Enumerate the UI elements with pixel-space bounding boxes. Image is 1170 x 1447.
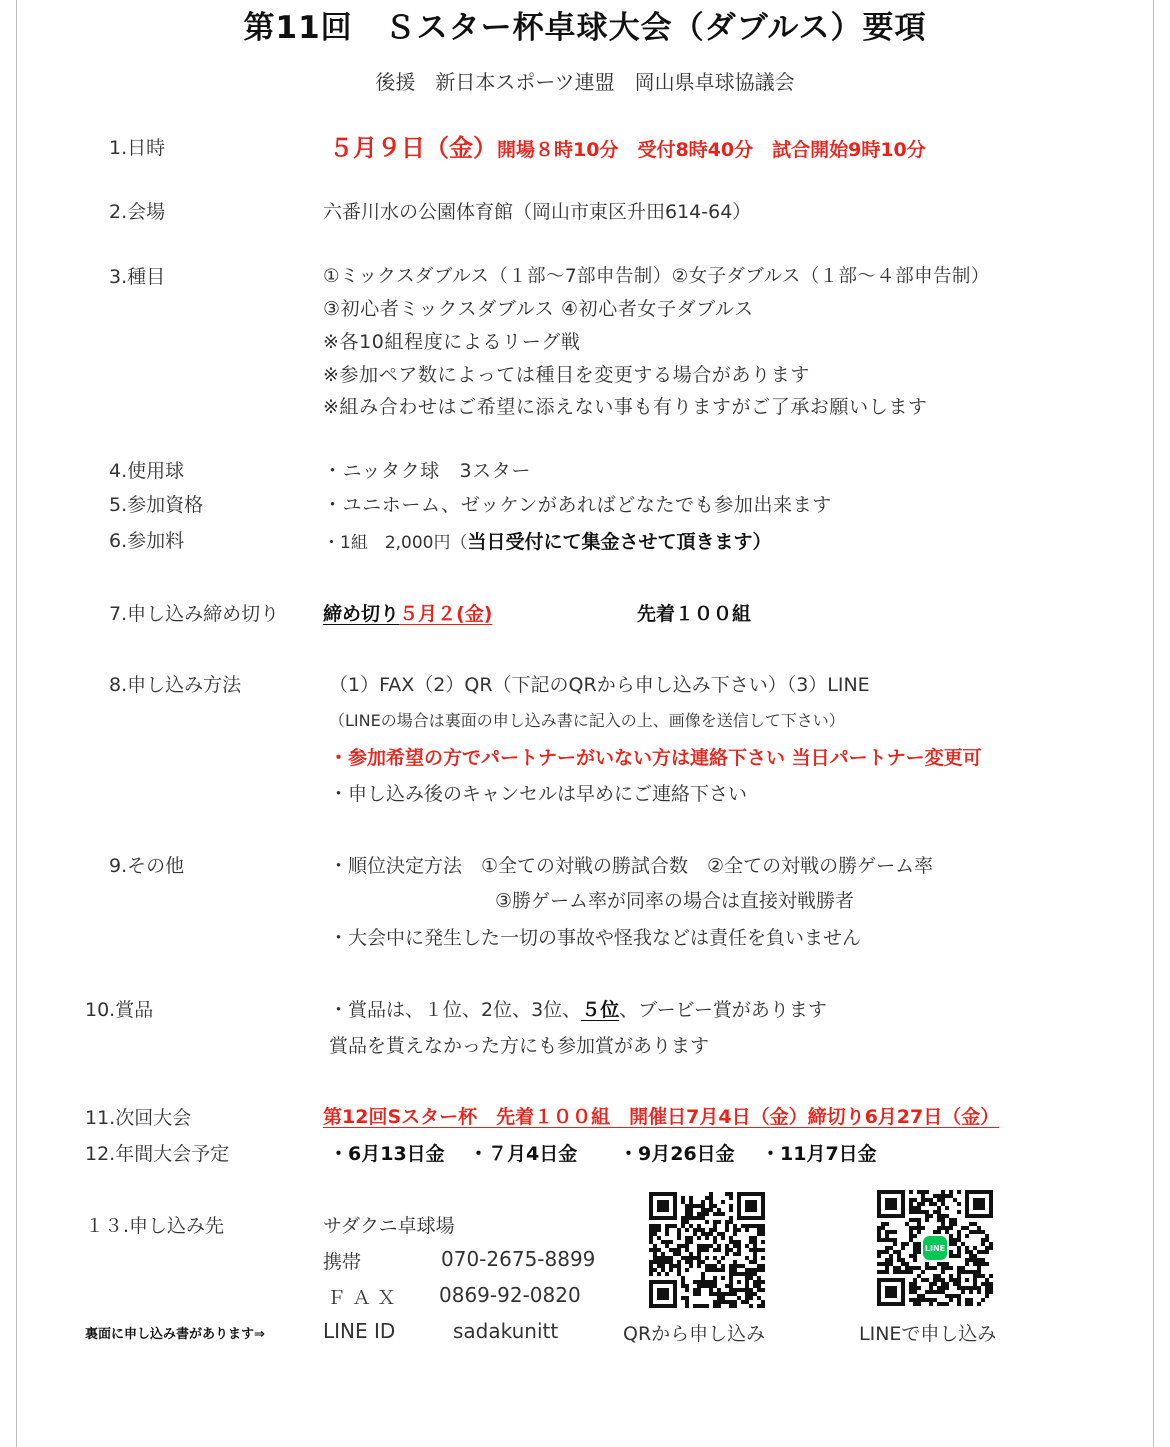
qr-caption: QRから申し込み — [623, 1323, 766, 1345]
annual-date-3: ・9月26日金 — [619, 1143, 735, 1165]
mobile-label: 携帯 — [323, 1251, 362, 1273]
events-line-1: ①ミックスダブルス（１部〜7部申告制）②女子ダブルス（１部〜４部申告制） — [323, 266, 990, 287]
venue-value: 六番川水の公園体育館（岡山市東区升田614-64） — [323, 201, 752, 223]
event-date: ５月９日（金） — [329, 134, 497, 162]
next-label: 11.次回大会 — [85, 1107, 192, 1129]
annual-date-1: ・6月13日金 — [329, 1143, 445, 1165]
events-line-5: ※組み合わせはご希望に添えない事も有りますがご了承お願いします — [323, 396, 928, 418]
method-line-3: ・参加希望の方でパートナーがいない方は連絡下さい 当日パートナー変更可 — [329, 747, 982, 769]
support-line: 後援 新日本スポーツ連盟 岡山県卓球協議会 — [375, 70, 795, 94]
line-qr-code[interactable] — [877, 1190, 993, 1306]
method-line-2: （LINEの場合は裏面の申し込み書に記入の上、画像を送信して下さい） — [329, 711, 845, 730]
events-label: 3.種目 — [109, 266, 166, 288]
ball-value: ・ニッタク球 3スター — [323, 460, 531, 482]
prizes-line-1 — [329, 995, 827, 1022]
mobile-number: 070-2675-8899 — [441, 1247, 596, 1271]
prizes-fifth: ５位 — [581, 999, 620, 1021]
event-times: 開場８時10分 受付8時40分 試合開始9時10分 — [497, 139, 926, 161]
signup-qr-code[interactable] — [649, 1192, 765, 1308]
deadline-label: 7.申し込み締め切り — [109, 603, 280, 625]
fee-value — [323, 527, 772, 554]
prizes-post: 、ブービー賞があります — [619, 999, 827, 1021]
venue-label: 2.会場 — [109, 201, 166, 223]
line-id-label: LINE ID — [323, 1319, 396, 1343]
ball-label: 4.使用球 — [109, 460, 185, 482]
contact-label: １３.申し込み先 — [85, 1215, 225, 1237]
method-label: 8.申し込み方法 — [109, 674, 242, 696]
fax-label: ＦＡＸ — [327, 1287, 403, 1309]
events-line-3: ※各10組程度によるリーグ戦 — [323, 331, 581, 353]
fee-amount: ・1組 2,000円（ — [323, 533, 468, 553]
fax-number: 0869-92-0820 — [439, 1283, 581, 1307]
contact-name: サダクニ卓球場 — [323, 1215, 455, 1237]
back-side-note: 裏面に申し込み書があります⇒ — [85, 1327, 265, 1342]
line-logo-text: LINE — [924, 1243, 946, 1253]
capacity: 先着１００組 — [637, 603, 752, 625]
fee-note: 当日受付にて集金させて頂きます） — [467, 531, 772, 553]
deadline-date: ５月２(金) — [399, 603, 493, 625]
line-caption: LINEで申し込み — [859, 1323, 997, 1345]
datetime-value — [329, 128, 926, 163]
annual-label: 12.年間大会予定 — [85, 1143, 230, 1165]
method-line-4: ・申し込み後のキャンセルは早めにご連絡下さい — [329, 783, 748, 805]
eligibility-value: ・ユニホーム、ゼッケンがあればどなたでも参加出来ます — [323, 494, 832, 516]
events-line-2: ③初心者ミックスダブルス ④初心者女子ダブルス — [323, 298, 754, 320]
events-line-4: ※参加ペア数によっては種目を変更する場合があります — [323, 364, 810, 386]
other-line-3: ・大会中に発生した一切の事故や怪我などは責任を負いません — [329, 927, 862, 949]
annual-date-2: ・７月4日金 — [469, 1143, 578, 1165]
prizes-line-2: 賞品を貰えなかった方にも参加賞があります — [329, 1035, 710, 1057]
datetime-label: 1.日時 — [109, 137, 166, 159]
prizes-label: 10.賞品 — [85, 999, 154, 1021]
other-label: 9.その他 — [109, 855, 185, 877]
method-line-1: （1）FAX（2）QR（下記のQRから申し込み下さい）（3）LINE — [329, 674, 870, 696]
other-line-1: ・順位決定方法 ①全ての対戦の勝試合数 ②全ての対戦の勝ゲーム率 — [329, 855, 934, 877]
prizes-pre: ・賞品は、１位、2位、3位、 — [329, 999, 582, 1021]
other-line-2: ③勝ゲーム率が同率の場合は直接対戦勝者 — [495, 890, 855, 912]
deadline-prefix: 締め切り — [323, 603, 400, 625]
flyer-page — [16, 0, 1154, 1447]
annual-date-4: ・11月7日金 — [761, 1143, 877, 1165]
eligibility-label: 5.参加資格 — [109, 494, 204, 516]
line-id: sadakunitt — [453, 1319, 559, 1343]
next-value: 第12回Sスター杯 先着１００組 開催日7月4日（金）締切り6月27日（金） — [323, 1106, 1000, 1128]
page-title: 第11回 Ｓスター杯卓球大会（ダブルス）要項 — [243, 10, 927, 46]
fee-label: 6.参加料 — [109, 530, 185, 552]
deadline-value — [323, 599, 492, 626]
